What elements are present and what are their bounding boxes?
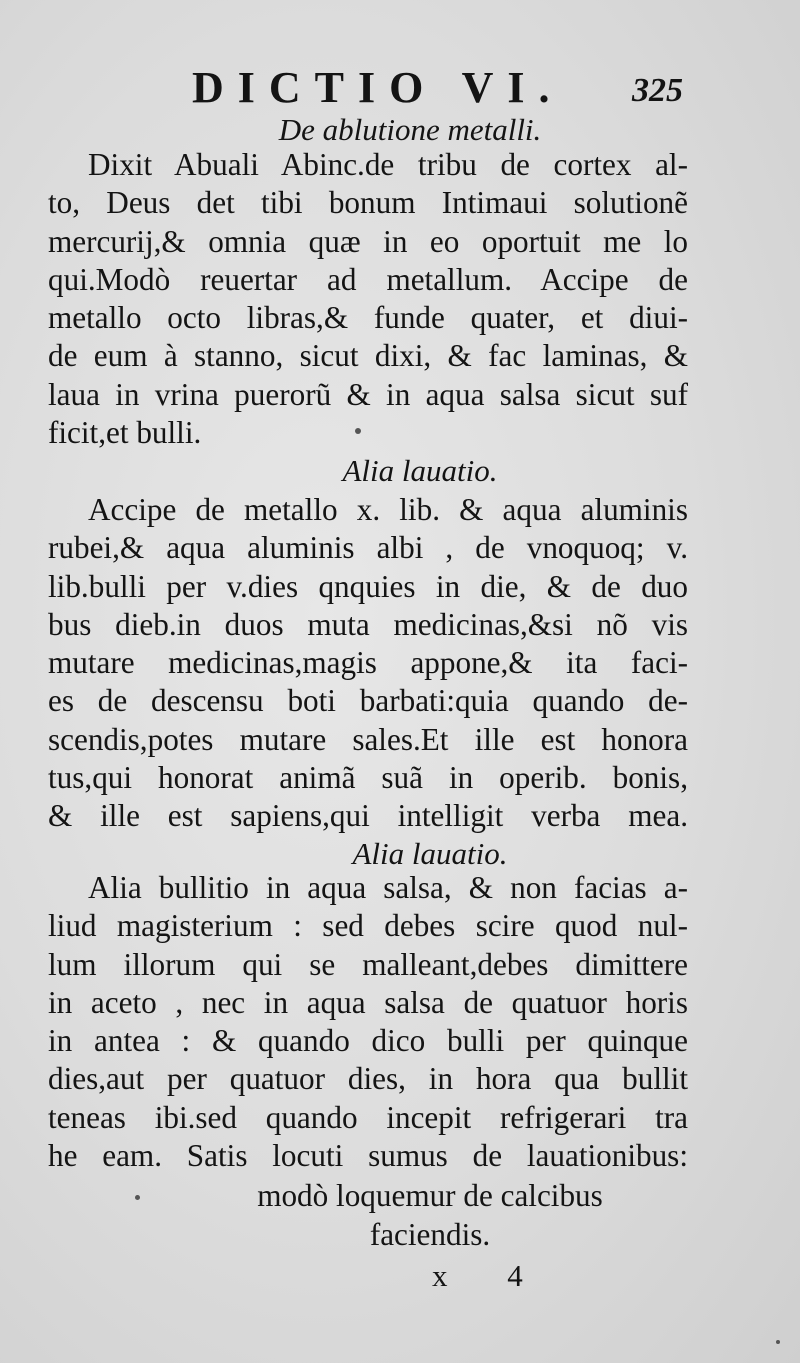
- section-heading-lauatio-2: Alia lauatio.: [352, 836, 508, 871]
- text-line: lum illorum qui se malleant,debes dimittere: [48, 946, 688, 982]
- paragraph-ablutione: [48, 146, 688, 452]
- paragraph-lauatio-1: [48, 491, 688, 836]
- text-line: Alia bullitio in aqua salsa, & non facias a-: [88, 870, 688, 905]
- closing-line: modò loquemur de calcibus: [257, 1178, 603, 1213]
- text-line: he eam. Satis locuti sumus de lauationibus:: [48, 1138, 688, 1174]
- text-line: & ille est sapiens,qui intelligit verba mea.: [48, 798, 688, 834]
- text-line: laua in vrina puerorũ & in aqua salsa sicut suf: [48, 376, 688, 412]
- text-line: bus dieb.in duos muta medicinas,&si nõ vis: [48, 606, 688, 642]
- text-line: mutare medicinas,magis appone,& ita faci-: [48, 645, 688, 681]
- text-line: metallo octo libras,& funde quater, et diui-: [48, 300, 688, 336]
- text-line: teneas ibi.sed quando incepit refrigerari tra: [48, 1099, 688, 1135]
- text-line: rubei,& aqua aluminis albi , de vnoquoq; v.: [48, 530, 688, 566]
- text-line: qui.Modò reuertar ad metallum. Accipe de: [48, 261, 688, 297]
- text-line: to, Deus det tibi bonum Intimaui solutionẽ: [48, 185, 688, 221]
- text-line: ficit,et bulli.: [48, 415, 202, 451]
- text-line: scendis,potes mutare sales.Et ille est honora: [48, 721, 688, 757]
- text-line: Accipe de metallo x. lib. & aqua aluminis: [88, 492, 688, 527]
- text-line: tus,qui honorat animã suã in operib. bonis,: [48, 760, 688, 796]
- ink-speck: [135, 1195, 140, 1200]
- text-line: Dixit Abuali Abinc.de tribu de cortex al-: [88, 147, 688, 182]
- paragraph-lauatio-2: [48, 869, 688, 1175]
- signature-mark: x 4: [432, 1258, 549, 1293]
- text-line: de eum à stanno, sicut dixi, & fac laminas, &: [48, 338, 688, 374]
- section-heading-ablutione: De ablutione metalli.: [278, 112, 542, 147]
- chapter-title: DICTIO VI.: [192, 63, 564, 112]
- closing-line: faciendis.: [369, 1217, 491, 1252]
- text-line: dies,aut per quatuor dies, in hora qua bullit: [48, 1061, 688, 1097]
- ink-speck: [776, 1340, 780, 1344]
- text-line: mercurij,& omnia quæ in eo oportuit me lo: [48, 223, 688, 259]
- text-line: es de descensu boti barbati:quia quando de-: [48, 683, 688, 719]
- text-line: liud magisterium : sed debes scire quod nul-: [48, 908, 688, 944]
- page-number: 325: [632, 72, 683, 109]
- section-heading-lauatio-1: Alia lauatio.: [342, 453, 498, 488]
- text-line: in aceto , nec in aqua salsa de quatuor horis: [48, 984, 688, 1020]
- text-line: lib.bulli per v.dies qnquies in die, & de duo: [48, 568, 688, 604]
- ink-speck: [355, 428, 361, 434]
- text-line: in antea : & quando dico bulli per quinque: [48, 1023, 688, 1059]
